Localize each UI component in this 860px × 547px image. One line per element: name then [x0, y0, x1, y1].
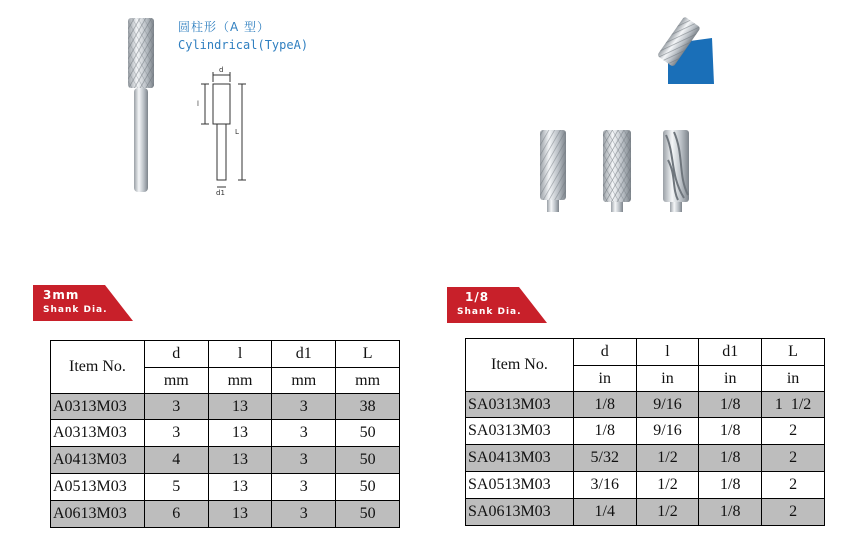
unit-d1: in [699, 366, 762, 392]
cell-L: 50 [336, 447, 400, 474]
unit-L: in [762, 366, 825, 392]
burr-photo [128, 18, 154, 192]
cell-l: 13 [208, 394, 272, 420]
table-row [466, 499, 825, 526]
header-L: L [762, 339, 825, 366]
cell-d: 5 [144, 474, 208, 501]
cell-L: 38 [336, 394, 400, 420]
cell-d: 4 [144, 447, 208, 474]
dim-label-d: d [219, 66, 224, 74]
table-row [466, 472, 825, 499]
badge-line2: Shank Dia. [457, 307, 522, 317]
item-code: A0313M03 [51, 420, 145, 447]
badge-shape [447, 287, 547, 323]
header-item-no: Item No. [51, 341, 145, 394]
cell-d: 3 [144, 420, 208, 447]
spec-table-mm [50, 340, 400, 528]
table-row [51, 420, 400, 447]
unit-L: mm [336, 368, 400, 394]
dim-label-d1: d1 [216, 189, 225, 197]
unit-d: in [573, 366, 636, 392]
cell-l: 13 [208, 474, 272, 501]
cell-l: 13 [208, 501, 272, 528]
cell-d: 3/16 [573, 472, 636, 499]
cell-d1: 1/8 [699, 392, 762, 418]
item-code: A0513M03 [51, 474, 145, 501]
cell-d: 6 [144, 501, 208, 528]
spec-table-inch [465, 338, 825, 526]
cell-l: 9/16 [636, 418, 699, 445]
header-d: d [144, 341, 208, 368]
cell-d1: 3 [272, 420, 336, 447]
header-L: L [336, 341, 400, 368]
cell-d1: 1/8 [699, 418, 762, 445]
cell-d: 1/8 [573, 418, 636, 445]
item-code: A0313M03 [51, 394, 145, 420]
cell-d: 1/4 [573, 499, 636, 526]
unit-d: mm [144, 368, 208, 394]
item-code: A0413M03 [51, 447, 145, 474]
shank-badge-1-8 [447, 287, 547, 323]
header-d: d [573, 339, 636, 366]
cell-L: 2 [762, 445, 825, 472]
unit-l: mm [208, 368, 272, 394]
cell-L: 2 [762, 499, 825, 526]
table-row [466, 392, 825, 418]
table-row [51, 394, 400, 420]
cell-d1: 3 [272, 474, 336, 501]
header-d1: d1 [272, 341, 336, 368]
product-title-cn: 圆柱形（A 型） [178, 20, 271, 34]
item-code: SA0313M03 [466, 392, 574, 418]
burr-on-tile [657, 16, 714, 84]
product-title-en: Cylindrical(TypeA) [178, 38, 309, 52]
table-row [466, 418, 825, 445]
badge-line1: 3mm [43, 288, 80, 302]
cell-l: 9/16 [636, 392, 699, 418]
cell-l: 1/2 [636, 445, 699, 472]
header-item-no: Item No. [466, 339, 574, 392]
cell-L: 50 [336, 501, 400, 528]
burr-variant-1 [540, 130, 566, 212]
cell-d1: 3 [272, 447, 336, 474]
table-row [51, 501, 400, 528]
item-code: SA0613M03 [466, 499, 574, 526]
header-l: l [208, 341, 272, 368]
dimension-drawing [201, 72, 246, 187]
cell-d1: 1/8 [699, 445, 762, 472]
cell-L: 50 [336, 420, 400, 447]
table-row [466, 445, 825, 472]
cell-L: 2 [762, 418, 825, 445]
burr-variant-2 [603, 130, 631, 212]
table-row [51, 447, 400, 474]
item-code: SA0513M03 [466, 472, 574, 499]
unit-l: in [636, 366, 699, 392]
unit-d1: mm [272, 368, 336, 394]
table-row [51, 474, 400, 501]
badge-line2: Shank Dia. [43, 305, 108, 315]
cell-l: 1/2 [636, 499, 699, 526]
cell-l: 13 [208, 447, 272, 474]
cell-d: 3 [144, 394, 208, 420]
dim-label-L: L [235, 128, 239, 136]
cell-d: 1/8 [573, 392, 636, 418]
burr-variant-3 [663, 130, 689, 212]
item-code: SA0413M03 [466, 445, 574, 472]
cell-l: 1/2 [636, 472, 699, 499]
badge-line1: 1/8 [465, 290, 490, 304]
cell-L: 1 1/2 [762, 392, 825, 418]
cell-d1: 3 [272, 501, 336, 528]
cell-l: 13 [208, 420, 272, 447]
cell-L: 2 [762, 472, 825, 499]
shank-badge-3mm [33, 285, 133, 321]
cell-d1: 1/8 [699, 499, 762, 526]
cell-d: 5/32 [573, 445, 636, 472]
header-l: l [636, 339, 699, 366]
item-code: A0613M03 [51, 501, 145, 528]
dim-label-l: l [197, 100, 199, 108]
cell-L: 50 [336, 474, 400, 501]
header-d1: d1 [699, 339, 762, 366]
item-code: SA0313M03 [466, 418, 574, 445]
cell-d1: 1/8 [699, 472, 762, 499]
cell-d1: 3 [272, 394, 336, 420]
